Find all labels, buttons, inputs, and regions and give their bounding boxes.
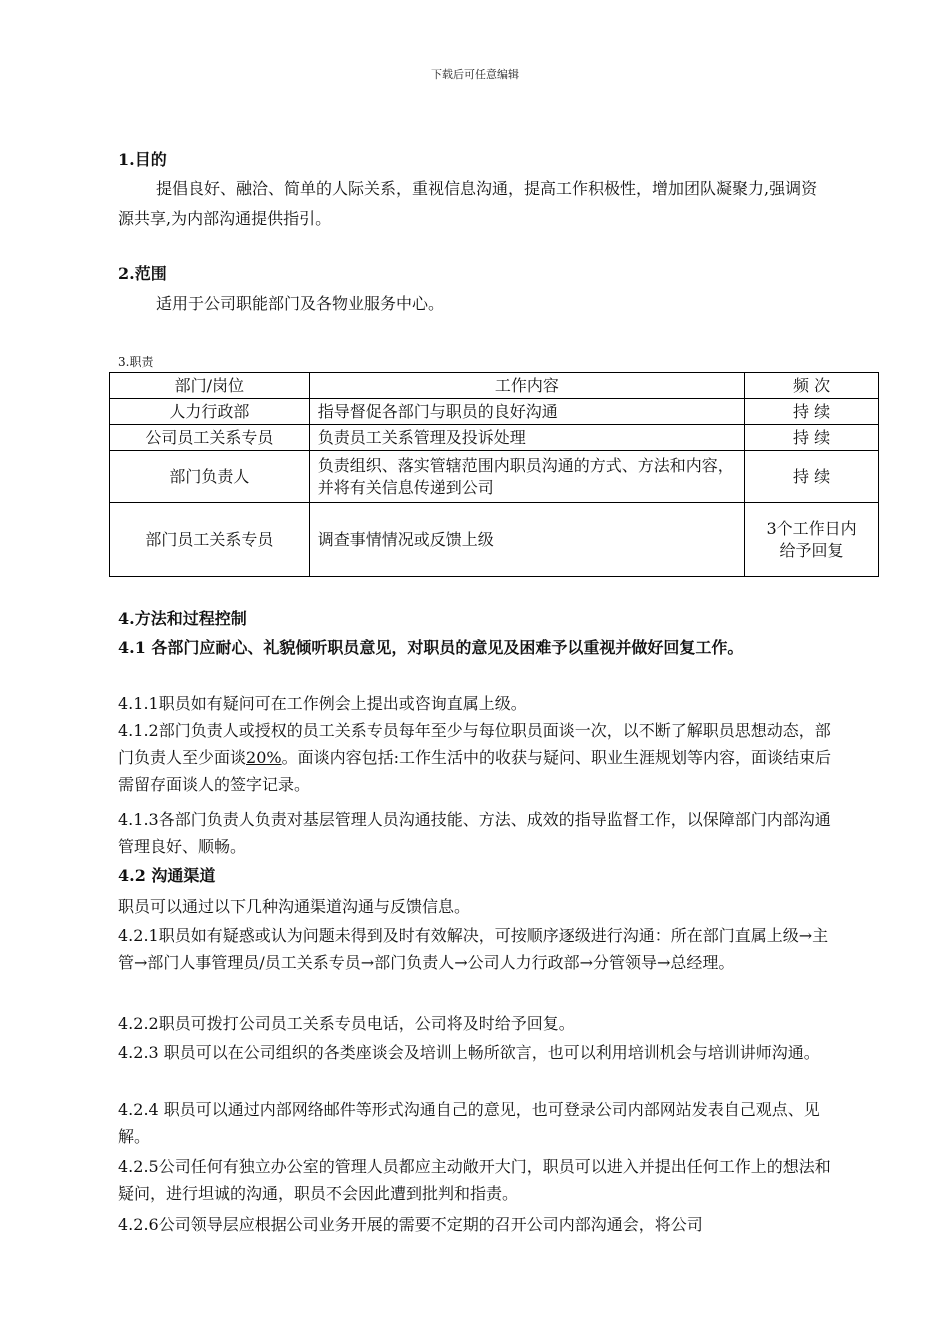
paragraph-4-1-2: [118, 717, 832, 798]
duty-table: [109, 372, 879, 577]
table-row: [110, 503, 879, 577]
section-2-title: 2.范围: [118, 264, 167, 283]
table-row: [110, 399, 879, 425]
paragraph-4-2-5: 4.2.5公司任何有独立办公室的管理人员都应主动敞开大门，职员可以进入并提出任何工作上的想法和疑问，进行坦诚的沟通，职员不会因此遭到批判和指责。: [118, 1157, 831, 1203]
paragraph-4-2-1: 4.2.1职员如有疑惑或认为问题未得到及时有效解决，可按顺序逐级进行沟通：所在部门直属上级→主管→部门人事管理员/员工关系专员→部门负责人→公司人力行政部→分管领导→总经理。: [118, 926, 829, 972]
table-cell-content: 指导督促各部门与职员的良好沟通: [309, 399, 744, 425]
table-cell-freq: 持 续: [745, 425, 879, 451]
table-cell-dept: 人力行政部: [110, 399, 310, 425]
table-cell-content: 负责员工关系管理及投诉处理: [309, 425, 744, 451]
table-cell-freq: 持 续: [745, 399, 879, 425]
table-row: [110, 425, 879, 451]
table-header-content: 工作内容: [309, 373, 744, 399]
percentage-value: 20%: [246, 748, 282, 767]
section-1-body: 提倡良好、融洽、简单的人际关系，重视信息沟通，提高工作积极性，增加团队凝聚力,强调资源共享,为内部沟通提供指引。: [118, 179, 818, 228]
table-cell-freq: 持 续: [745, 451, 879, 503]
table-header-freq: 频 次: [745, 373, 879, 399]
table-cell-content: 调查事情情况或反馈上级: [309, 503, 744, 577]
page-header: 下载后可任意编辑: [431, 68, 519, 81]
table-cell-dept: 部门负责人: [110, 451, 310, 503]
paragraph-4-2-intro: 职员可以通过以下几种沟通渠道沟通与反馈信息。: [118, 897, 471, 916]
subsection-4-1-title: 4.1 各部门应耐心、礼貌倾听职员意见，对职员的意见及困难予以重视并做好回复工作。: [118, 638, 744, 657]
table-row: [110, 451, 879, 503]
subsection-4-2-title: 4.2 沟通渠道: [118, 866, 216, 885]
section-1-title: 1.目的: [118, 150, 167, 169]
paragraph-4-2-6: 4.2.6公司领导层应根据公司业务开展的需要不定期的召开公司内部沟通会，将公司: [118, 1215, 703, 1234]
table-cell-dept: 部门员工关系专员: [110, 503, 310, 577]
table-header-dept: 部门/岗位: [110, 373, 310, 399]
table-cell-dept: 公司员工关系专员: [110, 425, 310, 451]
paragraph-4-1-1: 4.1.1职员如有疑问可在工作例会上提出或咨询直属上级。: [118, 694, 527, 713]
paragraph-4-1-2-part-a: 4.1.2部门负责人或授权的员工关系专员每年至少与每位职员面谈一次，以不断了解职员思想动态，部门负责人至少面谈: [118, 721, 831, 767]
table-cell-freq: 3个工作日内给予回复: [745, 503, 879, 577]
table-cell-content: 负责组织、落实管辖范围内职员沟通的方式、方法和内容，并将有关信息传递到公司: [309, 451, 744, 503]
section-3-title: 3.职责: [118, 355, 154, 369]
section-4-title: 4.方法和过程控制: [118, 609, 247, 628]
section-2-body: 适用于公司职能部门及各物业服务中心。: [156, 294, 445, 313]
paragraph-4-1-3: 4.1.3各部门负责人负责对基层管理人员沟通技能、方法、成效的指导监督工作，以保障部门内部沟通管理良好、顺畅。: [118, 810, 831, 856]
paragraph-4-1-2-part-b: 。面谈内容包括:工作生活中的收获与疑问、职业生涯规划等内容，面谈结束后需留存面谈人的签字记录。: [118, 748, 831, 794]
table-header-row: [110, 373, 879, 399]
paragraph-4-2-4: 4.2.4 职员可以通过内部网络邮件等形式沟通自己的意见，也可登录公司内部网站发表自己观点、见解。: [118, 1100, 820, 1146]
paragraph-4-2-3: 4.2.3 职员可以在公司组织的各类座谈会及培训上畅所欲言，也可以利用培训机会与培训讲师沟通。: [118, 1043, 820, 1062]
paragraph-4-2-2: 4.2.2职员可拨打公司员工关系专员电话，公司将及时给予回复。: [118, 1014, 575, 1033]
